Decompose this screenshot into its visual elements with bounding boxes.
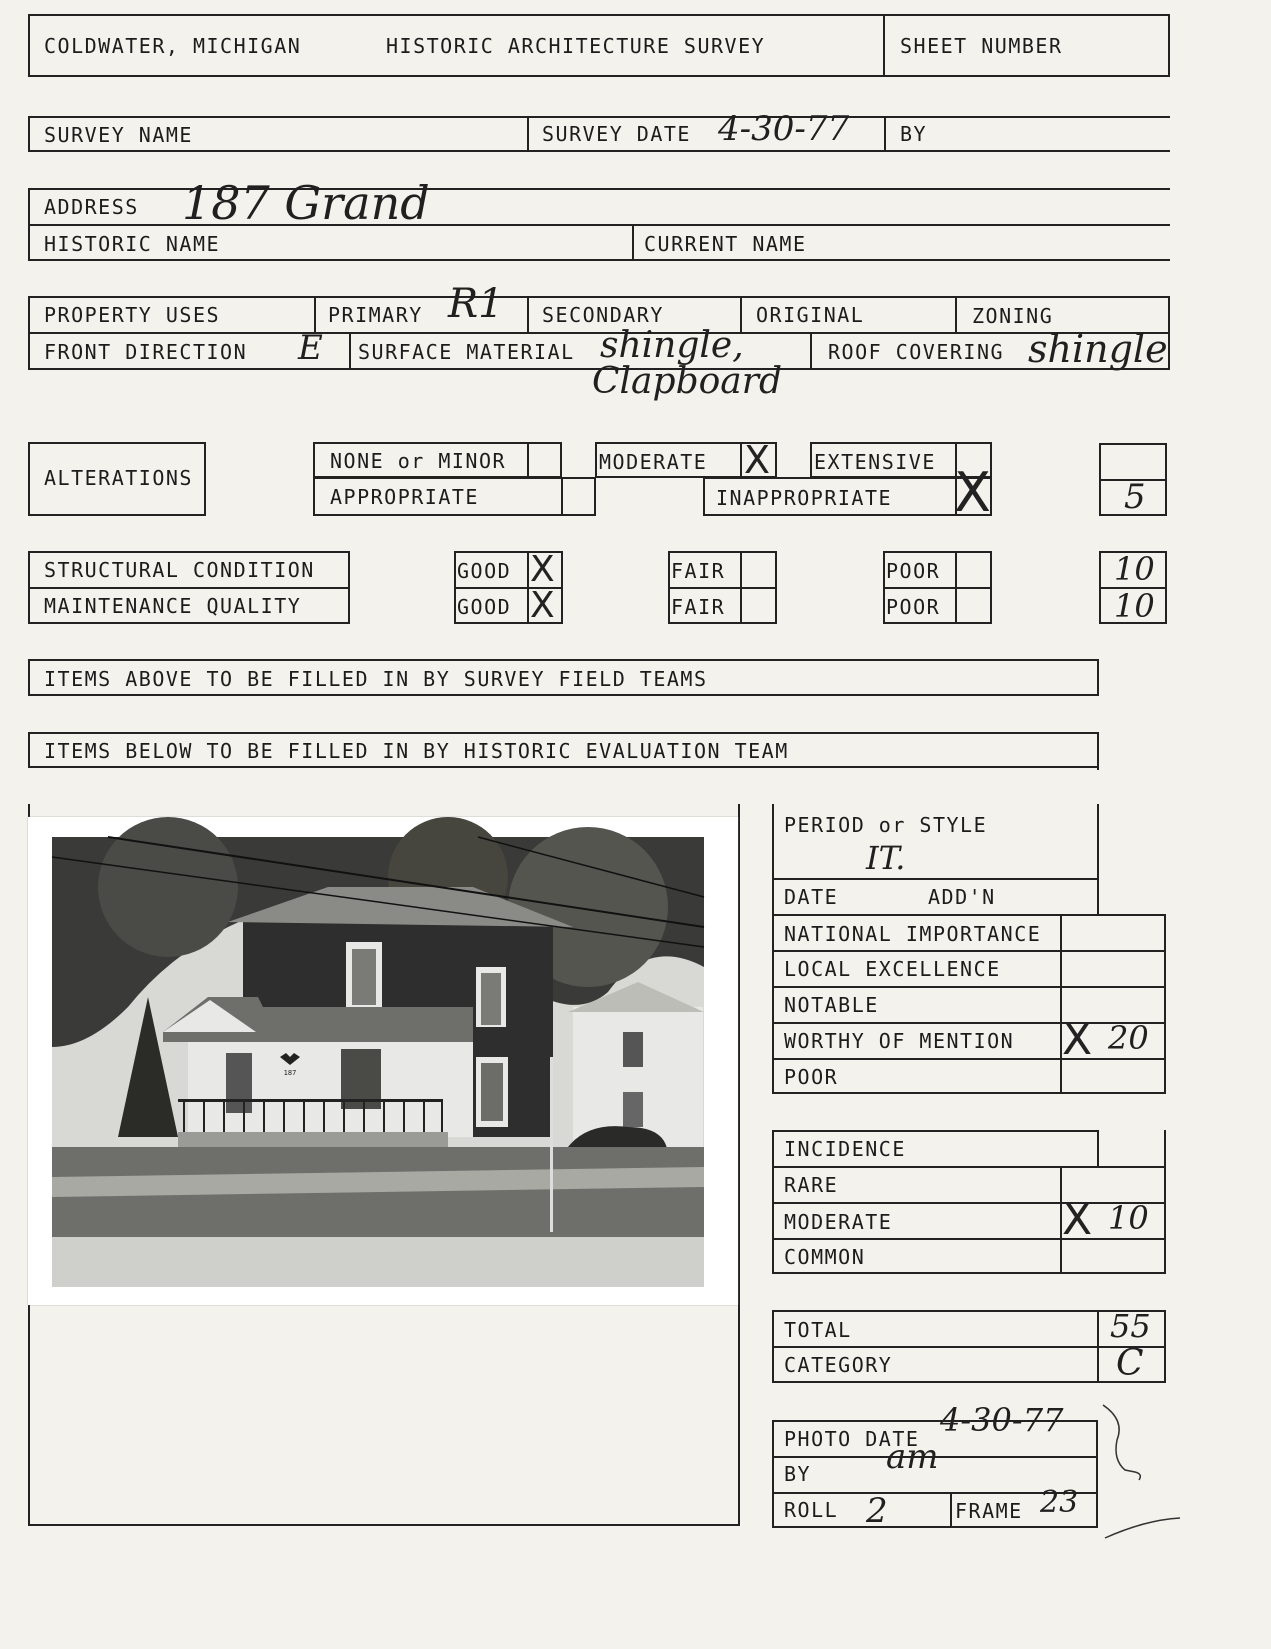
surface-material-label: SURFACE MATERIAL: [358, 340, 575, 364]
structural-good-mark: X: [530, 549, 555, 590]
divider: [1097, 1310, 1099, 1383]
divider: [772, 1166, 1166, 1168]
divider: [1097, 732, 1099, 770]
house-photo-print: [28, 817, 738, 1305]
eval-poor-label: POOR: [784, 1065, 839, 1089]
structural-condition-label: STRUCTURAL CONDITION: [44, 558, 315, 582]
divider: [772, 1202, 1166, 1204]
worthy-of-mention-label: WORTHY OF MENTION: [784, 1029, 1015, 1053]
roof-covering-label: ROOF COVERING: [828, 340, 1005, 364]
primary-label: PRIMARY: [328, 303, 423, 327]
divider: [772, 1058, 1166, 1060]
current-name-label: CURRENT NAME: [644, 232, 807, 256]
items-above-text: ITEMS ABOVE TO BE FILLED IN BY SURVEY FIELD TEAMS: [44, 667, 708, 691]
maintenance-score: 10: [1114, 587, 1155, 625]
total-value: 55: [1110, 1307, 1151, 1345]
rare-label: RARE: [784, 1173, 839, 1197]
divider: [772, 878, 1098, 880]
moderate-label: MODERATE: [599, 450, 708, 474]
property-uses-label: PROPERTY USES: [44, 303, 221, 327]
maintenance-poor-label: POOR: [886, 595, 941, 619]
divider: [955, 551, 957, 624]
pencil-scribble: [1095, 1400, 1185, 1540]
surface-material-value-2: Clapboard: [592, 361, 783, 402]
incidence-moderate-score: 10: [1108, 1199, 1149, 1237]
divider: [1060, 914, 1062, 1094]
sheet-number-label: SHEET NUMBER: [900, 34, 1063, 58]
divider: [810, 332, 812, 370]
surface-material-value-1: shingle,: [600, 325, 744, 366]
divider: [955, 296, 957, 332]
frame-value: 23: [1040, 1485, 1079, 1520]
divider: [349, 332, 351, 370]
inappropriate-label: INAPPROPRIATE: [716, 486, 893, 510]
divider: [527, 442, 529, 478]
local-excellence-label: LOCAL EXCELLENCE: [784, 957, 1001, 981]
divider: [772, 986, 1166, 988]
total-label: TOTAL: [784, 1318, 852, 1342]
primary-value: R1: [448, 281, 504, 327]
original-label: ORIGINAL: [756, 303, 865, 327]
divider: [772, 1130, 1098, 1132]
house-photo: [28, 817, 738, 1305]
divider: [883, 587, 992, 589]
worthy-mark: X: [1062, 1014, 1093, 1065]
divider: [1097, 804, 1099, 914]
photo-by-label: BY: [784, 1462, 812, 1486]
divider: [740, 442, 742, 478]
photo-by-value: am: [886, 1437, 939, 1477]
addn-label: ADD'N: [928, 885, 996, 909]
secondary-label: SECONDARY: [542, 303, 664, 327]
divider: [950, 1492, 952, 1528]
city-label: COLDWATER, MICHIGAN: [44, 34, 302, 58]
divider: [527, 551, 529, 624]
category-label: CATEGORY: [784, 1353, 893, 1377]
moderate-mark: X: [744, 438, 771, 482]
divider: [772, 1346, 1166, 1348]
eval-date-label: DATE: [784, 885, 839, 909]
divider: [632, 224, 634, 261]
divider: [1097, 1130, 1099, 1166]
divider: [772, 1238, 1166, 1240]
front-direction-value: E: [298, 328, 323, 368]
frame-label: FRAME: [955, 1499, 1023, 1523]
divider: [314, 296, 316, 332]
zoning-label: ZONING: [972, 304, 1054, 328]
incidence-label: INCIDENCE: [784, 1137, 906, 1161]
category-value: C: [1116, 1343, 1144, 1384]
none-minor-label: NONE or MINOR: [330, 449, 507, 473]
national-importance-label: NATIONAL IMPORTANCE: [784, 922, 1042, 946]
maintenance-good-label: GOOD: [457, 595, 512, 619]
period-style-value: IT.: [866, 839, 906, 877]
roll-label: ROLL: [784, 1498, 839, 1522]
maintenance-quality-label: MAINTENANCE QUALITY: [44, 594, 302, 618]
house-number: 187: [283, 1069, 297, 1077]
front-direction-label: FRONT DIRECTION: [44, 340, 248, 364]
divider: [1097, 659, 1099, 696]
photo-date-label: PHOTO DATE: [784, 1427, 920, 1451]
alterations-score: 5: [1124, 477, 1146, 517]
appropriate-label: APPROPRIATE: [330, 485, 479, 509]
structural-score: 10: [1114, 550, 1155, 588]
divider: [527, 116, 529, 152]
divider: [740, 551, 742, 624]
divider: [772, 1022, 1166, 1024]
roll-value: 2: [866, 1491, 888, 1531]
inappropriate-mark: X: [954, 461, 991, 524]
divider: [883, 14, 885, 77]
incidence-moderate-mark: X: [1062, 1194, 1093, 1245]
alterations-label: ALTERATIONS: [44, 466, 193, 490]
divider: [668, 587, 777, 589]
address-value: 187 Grand: [182, 176, 430, 230]
survey-name-label: SURVEY NAME: [44, 123, 193, 147]
worthy-score: 20: [1108, 1019, 1149, 1057]
roof-covering-value: shingle: [1028, 327, 1168, 371]
maintenance-good-mark: X: [530, 585, 555, 626]
address-label: ADDRESS: [44, 195, 139, 219]
divider: [28, 587, 350, 589]
incidence-moderate-label: MODERATE: [784, 1210, 893, 1234]
divider: [527, 296, 529, 332]
survey-date-value: 4-30-77: [718, 109, 850, 149]
divider: [561, 477, 563, 516]
survey-date-label: SURVEY DATE: [542, 122, 691, 146]
structural-good-label: GOOD: [457, 559, 512, 583]
notable-label: NOTABLE: [784, 993, 879, 1017]
survey-title: HISTORIC ARCHITECTURE SURVEY: [386, 34, 766, 58]
divider: [772, 950, 1166, 952]
items-below-text: ITEMS BELOW TO BE FILLED IN BY HISTORIC EVALUATION TEAM: [44, 739, 789, 763]
period-style-label: PERIOD or STYLE: [784, 813, 988, 837]
survey-by-label: BY: [900, 122, 928, 146]
divider: [884, 116, 886, 152]
maintenance-fair-label: FAIR: [671, 595, 726, 619]
structural-poor-label: POOR: [886, 559, 941, 583]
photo-date-value: 4-30-77: [940, 1401, 1064, 1439]
common-label: COMMON: [784, 1245, 866, 1269]
divider: [28, 332, 1170, 334]
structural-fair-label: FAIR: [671, 559, 726, 583]
historic-name-label: HISTORIC NAME: [44, 232, 221, 256]
extensive-label: EXTENSIVE: [814, 450, 936, 474]
